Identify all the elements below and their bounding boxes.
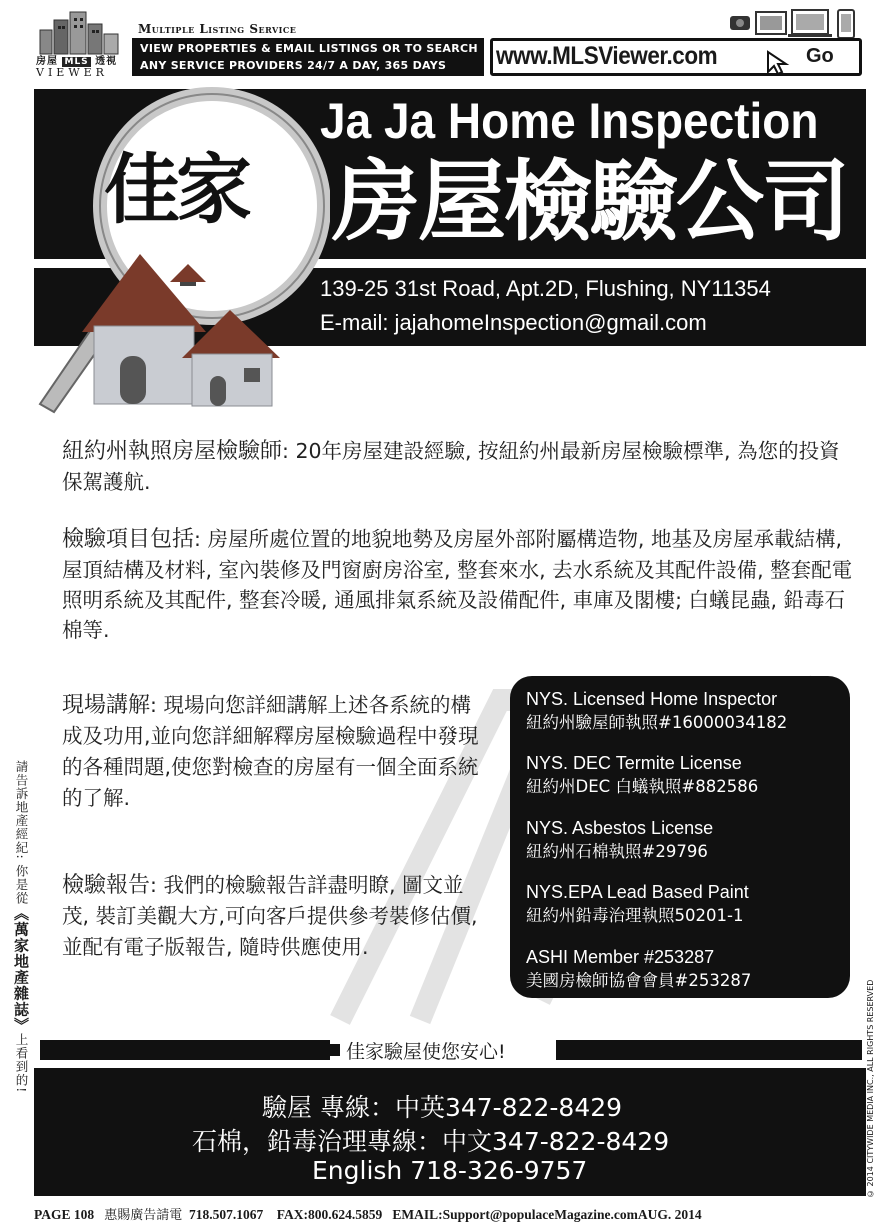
logo-cn-mid: MLS [64, 57, 89, 67]
page-number: PAGE 108 [34, 1207, 95, 1222]
mls-url-link[interactable]: www.MLSViewer.com [496, 42, 718, 70]
tagline-line1: VIEW PROPERTIES & EMAIL LISTINGS OR TO SEARCH [140, 42, 478, 55]
company-address: 139-25 31st Road, Apt.2D, Flushing, NY11354 [320, 276, 771, 301]
devices-icon [728, 6, 858, 40]
magnifier-houses-illustration [30, 86, 330, 416]
slogan-bar-right [556, 1040, 862, 1060]
ad-fax: FAX:800.624.5859 [276, 1207, 383, 1222]
intro-paragraph [62, 436, 854, 497]
license-cn: 紐約州鉛毒治理執照50201-1 [526, 906, 744, 925]
logo-cn-right: 透視 [95, 56, 118, 67]
company-title-cn: 房屋檢驗公司 [332, 150, 849, 253]
logo-en-text: VIEWER [36, 66, 108, 79]
license-en: NYS. DEC Termite License [526, 753, 742, 773]
license-cn: 紐約州驗屋師執照#16000034182 [526, 713, 788, 732]
p1-text: : 20年房屋建設經驗, 按紐約州最新房屋檢驗標準, 為您的投資保駕護航. [62, 439, 840, 494]
phone-inspection[interactable]: 驗屋 專線：中英347-822-8429 [262, 1093, 623, 1122]
side-note-pre: 請告訴地產經紀: 你是從 [14, 760, 29, 906]
p1-lead: 紐約州執照房屋檢驗師 [62, 439, 283, 464]
side-note-post: 上看到的! [14, 1033, 29, 1094]
p3-lead: 現場講解 [62, 693, 151, 718]
license-cn: 美國房檢師協會會員#253287 [526, 971, 752, 990]
slogan-text: 佳家驗屋使您安心! [346, 1041, 506, 1063]
tagline-box [132, 38, 484, 76]
license-item [526, 752, 758, 798]
ad-email[interactable]: EMAIL:Support@populaceMagazine.com [392, 1207, 638, 1222]
license-cn: 紐約州石棉執照#29796 [526, 842, 708, 861]
logo-cn-left: 房屋 [36, 56, 58, 67]
issue-date: AUG. 2014 [637, 1207, 702, 1222]
company-email[interactable]: E-mail: jajahomeInspection@gmail.com [320, 310, 707, 335]
ad-phone: 718.507.1067 [189, 1207, 264, 1222]
copyright-note: © 2014 CITYWIDE MEDIA INC., ALL RIGHTS RESERVED [866, 979, 875, 1198]
p2-lead: 檢驗項目包括 [62, 527, 195, 552]
slogan-square-icon [330, 1044, 340, 1056]
license-item [526, 946, 751, 992]
p2-text: : 房屋所處位置的地貌地勢及房屋外部附屬構造物, 地基及房屋承載結構, 屋頂結構及材料, 室內裝修及門窗廚房浴室, 整套來水, 去水系統及其配件設備, 整套配電照明系統及其配件, 整套冷暖, 通風排氣系統及設備配件, 車庫及閣樓; 白蟻昆蟲, 鉛毒石棉等. [62, 527, 853, 642]
brand-cn: 佳家 [104, 145, 248, 234]
cursor-arrow-icon [766, 50, 800, 76]
ad-contact-label: 惠賜廣告請電 [104, 1208, 183, 1223]
license-item [526, 688, 787, 734]
license-en: NYS. Licensed Home Inspector [526, 689, 778, 709]
license-en: NYS.EPA Lead Based Paint [526, 882, 749, 902]
city-skyline-icon [34, 10, 126, 58]
scope-paragraph [62, 524, 854, 645]
p4-lead: 檢驗報告 [62, 873, 151, 898]
tagline-line2: ANY SERVICE PROVIDERS 24/7 A DAY, 365 DAYS [140, 59, 447, 72]
service-title: Multiple Listing Service [138, 22, 297, 36]
p3-text: : 現場向您詳細講解上述各系統的構成及功用,並向您詳細解釋房屋檢驗過程中發現的各種問題,使您對檢查的房屋有一個全面系統的了解. [62, 693, 479, 810]
license-item [526, 817, 713, 863]
phone-english[interactable]: English 718-326-9757 [312, 1156, 588, 1185]
company-title-en: Ja Ja Home Inspection [320, 93, 819, 149]
phone-asbestos-lead[interactable]: 石棉，鉛毒治理專線：中文347-822-8429 [192, 1127, 670, 1156]
p4-text: : 我們的檢驗報告詳盡明瞭, 圖文並茂, 裝訂美觀大方,可向客戶提供參考裝修估價,並配有電子版報告, 隨時供應使用. [62, 873, 478, 959]
license-item [526, 881, 749, 927]
license-en: ASHI Member #253287 [526, 947, 715, 967]
report-paragraph [62, 870, 482, 963]
onsite-paragraph [62, 690, 482, 814]
slogan-bar-left [40, 1040, 330, 1060]
side-note-magazine: 《萬家地產雜誌》 [12, 905, 30, 1034]
logo-cn-text [36, 52, 117, 67]
page-footer [34, 1204, 896, 1226]
side-note [2, 760, 28, 1200]
license-en: NYS. Asbestos License [526, 818, 714, 838]
license-cn: 紐約州DEC 白蟻執照#882586 [526, 777, 759, 796]
go-button[interactable]: Go [806, 45, 834, 67]
